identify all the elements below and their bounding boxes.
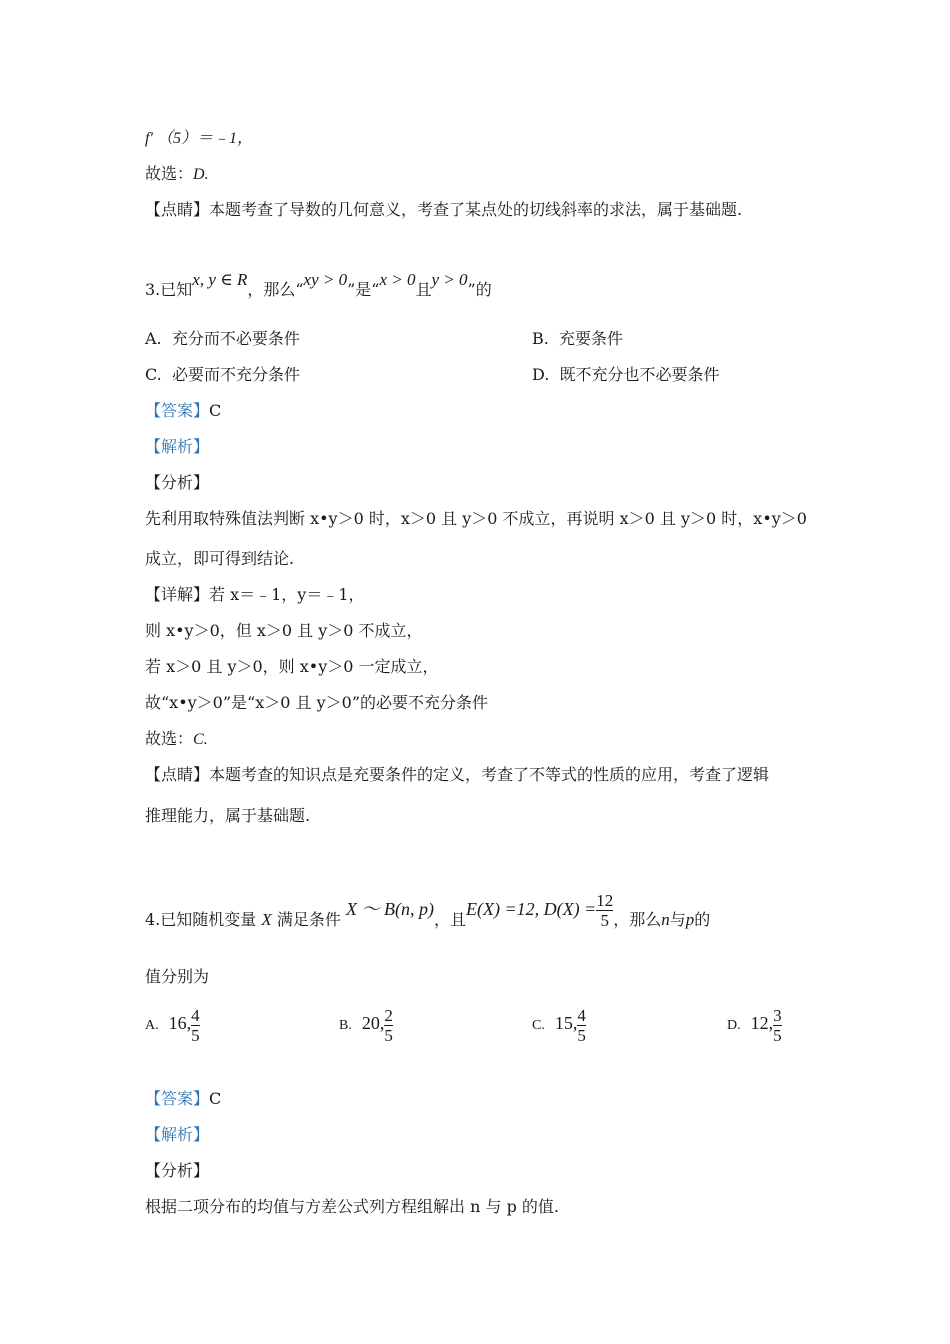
variance-fraction: $\frac{12}{5}$ (596, 891, 614, 930)
q4-option-b: B. 20, $\frac{2}{5}$ (339, 1006, 393, 1045)
q4-fenxi-heading: 【分析】 (145, 1161, 210, 1180)
prev-choose-line: 故选：D. (145, 164, 209, 183)
q4-option-d: D. 12, $\frac{3}{5}$ (727, 1006, 782, 1045)
q3-comment-2: 推理能力，属于基础题. (145, 806, 311, 825)
q4-jiexi-heading: 【解析】 (145, 1125, 210, 1144)
q3-option-d: D. 既不充分也不必要条件 (532, 365, 720, 384)
q4-fenxi-text: 根据二项分布的均值与方差公式列方程组解出 n 与 p 的值. (145, 1197, 559, 1216)
q3-fenxi-text-2: 成立，即可得到结论. (145, 549, 295, 568)
q3-option-c: C. 必要而不充分条件 (145, 365, 300, 384)
q3-stem: 3.已知x, y ∈ R，那么“xy > 0”是“x > 0且y > 0”的 (145, 270, 492, 299)
q3-option-b: B. 充要条件 (532, 329, 624, 348)
q3-answer: 【答案】C (145, 401, 222, 420)
q3-jiexi-heading: 【解析】 (145, 437, 210, 456)
q3-comment-1: 【点睛】本题考查的知识点是充要条件的定义，考查了不等式的性质的应用，考查了逻辑 (145, 765, 770, 784)
q3-detail-line-3: 故“x•y＞0”是“x＞0 且 y＞0”的必要不充分条件 (145, 693, 488, 712)
q4-stem-line-2: 值分别为 (145, 967, 210, 986)
q4-option-a: A. 16, $\frac{4}{5}$ (145, 1006, 200, 1045)
q4-option-c: C. 15, $\frac{4}{5}$ (532, 1006, 586, 1045)
q3-fenxi-heading: 【分析】 (145, 473, 210, 492)
q4-stem: 4.已知随机变量 X 满足条件 X ～ B(n, p)，且E(X) =12, D(X) = $\frac{12}{5}$ ，那么n与p的 (145, 891, 711, 930)
q3-fenxi-text-1: 先利用取特殊值法判断 x•y＞0 时，x＞0 且 y＞0 不成立，再说明 x＞0 且 y＞0 时，x•y＞0 (145, 509, 807, 528)
q3-detail: 【详解】若 x＝﹣1，y＝﹣1， (145, 585, 365, 604)
q3-detail-line-1: 则 x•y＞0，但 x＞0 且 y＞0 不成立， (145, 621, 423, 640)
q3-choose-line: 故选：C. (145, 729, 208, 748)
q4-answer: 【答案】C (145, 1089, 222, 1108)
q3-option-a: A. 充分而不必要条件 (145, 329, 300, 348)
q3-detail-line-2: 若 x＞0 且 y＞0，则 x•y＞0 一定成立， (145, 657, 439, 676)
derivative-result-line: f′ （5）＝﹣1， (145, 130, 253, 147)
prev-comment: 【点睛】本题考查了导数的几何意义，考查了某点处的切线斜率的求法，属于基础题. (145, 200, 743, 219)
